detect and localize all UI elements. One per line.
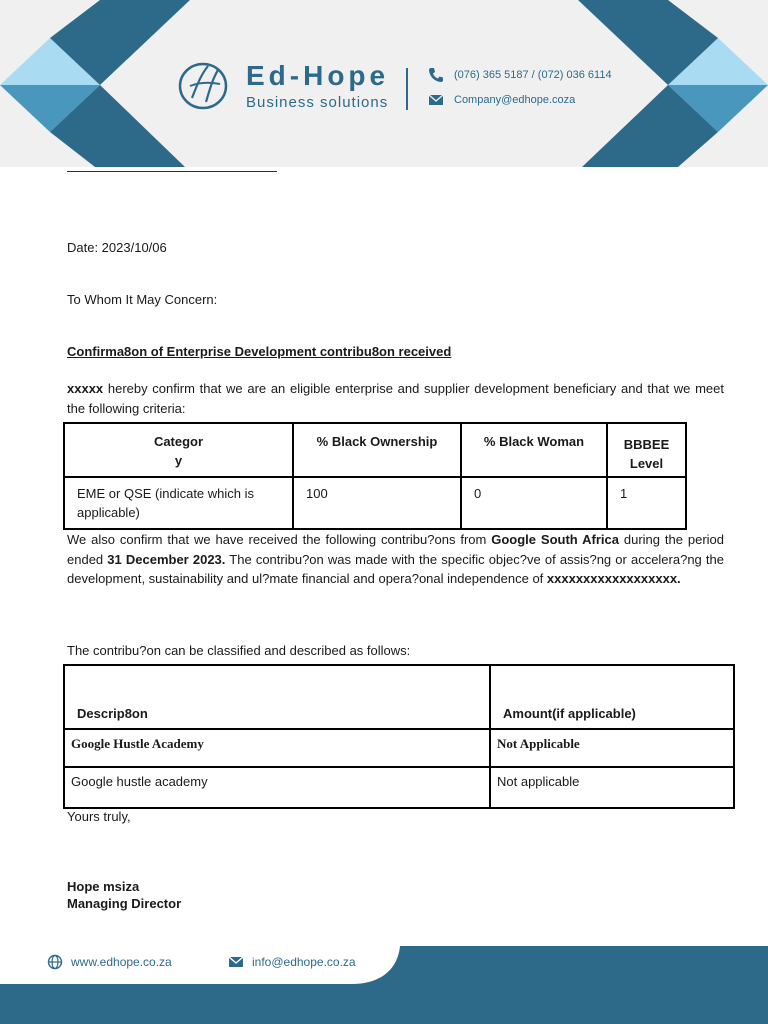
phone-numbers[interactable]: (076) 365 5187 / (072) 036 6114: [454, 69, 612, 81]
signer-name: Hope msiza: [67, 879, 140, 894]
header-description: Descrip8on: [64, 665, 490, 729]
criteria-header-row: [64, 423, 686, 477]
category-value: EME or QSE (indicate which is applicable): [64, 477, 293, 529]
envelope-icon: [428, 92, 444, 108]
header-bbbee-level: BBBEE Level: [607, 423, 686, 477]
contribution-header-row: [64, 665, 734, 729]
beneficiary-placeholder: xxxxxxxxxxxxxxxxxx.: [546, 571, 681, 586]
email-contact: [428, 92, 575, 108]
amount-cell: Not Applicable: [490, 729, 734, 767]
globe-icon: [47, 954, 63, 970]
amount-cell: Not applicable: [490, 767, 734, 808]
description-cell: Google hustle academy: [64, 767, 490, 808]
period-end-date: 31 December 2023.: [107, 551, 226, 567]
header-divider: [406, 68, 408, 110]
header-amount: Amount(if applicable): [490, 665, 734, 729]
contribution-paragraph: We also confirm that we have received the following contribu?ons from Google South Africa during the period ended 31 December 2023. The contribu?on was made with the specific objec?ve of assis?ng or accelera?ng the development, sustainability and ul?mate financial and opera?onal independence of xxxxxxxxxxxxxxxxxx.: [67, 532, 724, 586]
classification-intro: The contribu?on can be classified and described as follows:: [67, 643, 411, 658]
header-rule: [67, 171, 277, 172]
table-row: [64, 729, 734, 767]
criteria-row: [64, 477, 686, 529]
website-link[interactable]: www.edhope.co.za: [71, 955, 172, 969]
ownership-value: 100: [293, 477, 461, 529]
footer-email-link[interactable]: info@edhope.co.za: [252, 955, 356, 969]
company-name: Google South Africa: [491, 532, 619, 547]
footer-email: [228, 954, 356, 970]
ed-hope-logo-icon: [176, 58, 230, 112]
intro-paragraph: [67, 379, 724, 418]
intro-text: hereby confirm that we are an eligible enterprise and supplier development beneficiary and that we meet the following criteria:: [67, 381, 724, 416]
level-value: 1: [607, 477, 686, 529]
salutation: To Whom It May Concern:: [67, 292, 218, 307]
letter-date: Date: 2023/10/06: [67, 240, 167, 255]
table-row: [64, 767, 734, 808]
signer-title: Managing Director: [67, 896, 182, 911]
brand-name: Ed-Hope: [246, 60, 390, 91]
phone-icon: [428, 67, 444, 83]
brand-tagline: Business solutions: [246, 94, 389, 111]
header-black-woman: % Black Woman: [461, 423, 607, 477]
envelope-icon: [228, 954, 244, 970]
header-email[interactable]: Company@edhope.coza: [454, 94, 576, 106]
contribution-table: [63, 664, 735, 809]
header-black-ownership: % Black Ownership: [293, 423, 461, 477]
footer-website: [47, 954, 172, 970]
criteria-table: [63, 422, 687, 530]
description-cell: Google Hustle Academy: [64, 729, 490, 767]
beneficiary-name: xxxxx: [67, 381, 104, 396]
letterhead-header: [0, 0, 768, 167]
woman-value: 0: [461, 477, 607, 529]
closing: Yours truly,: [67, 809, 131, 824]
letter-subject: Confirma8on of Enterprise Development contribu8on received: [67, 344, 452, 359]
phone-contact: [428, 67, 612, 83]
header-category: Categor y: [64, 423, 293, 477]
